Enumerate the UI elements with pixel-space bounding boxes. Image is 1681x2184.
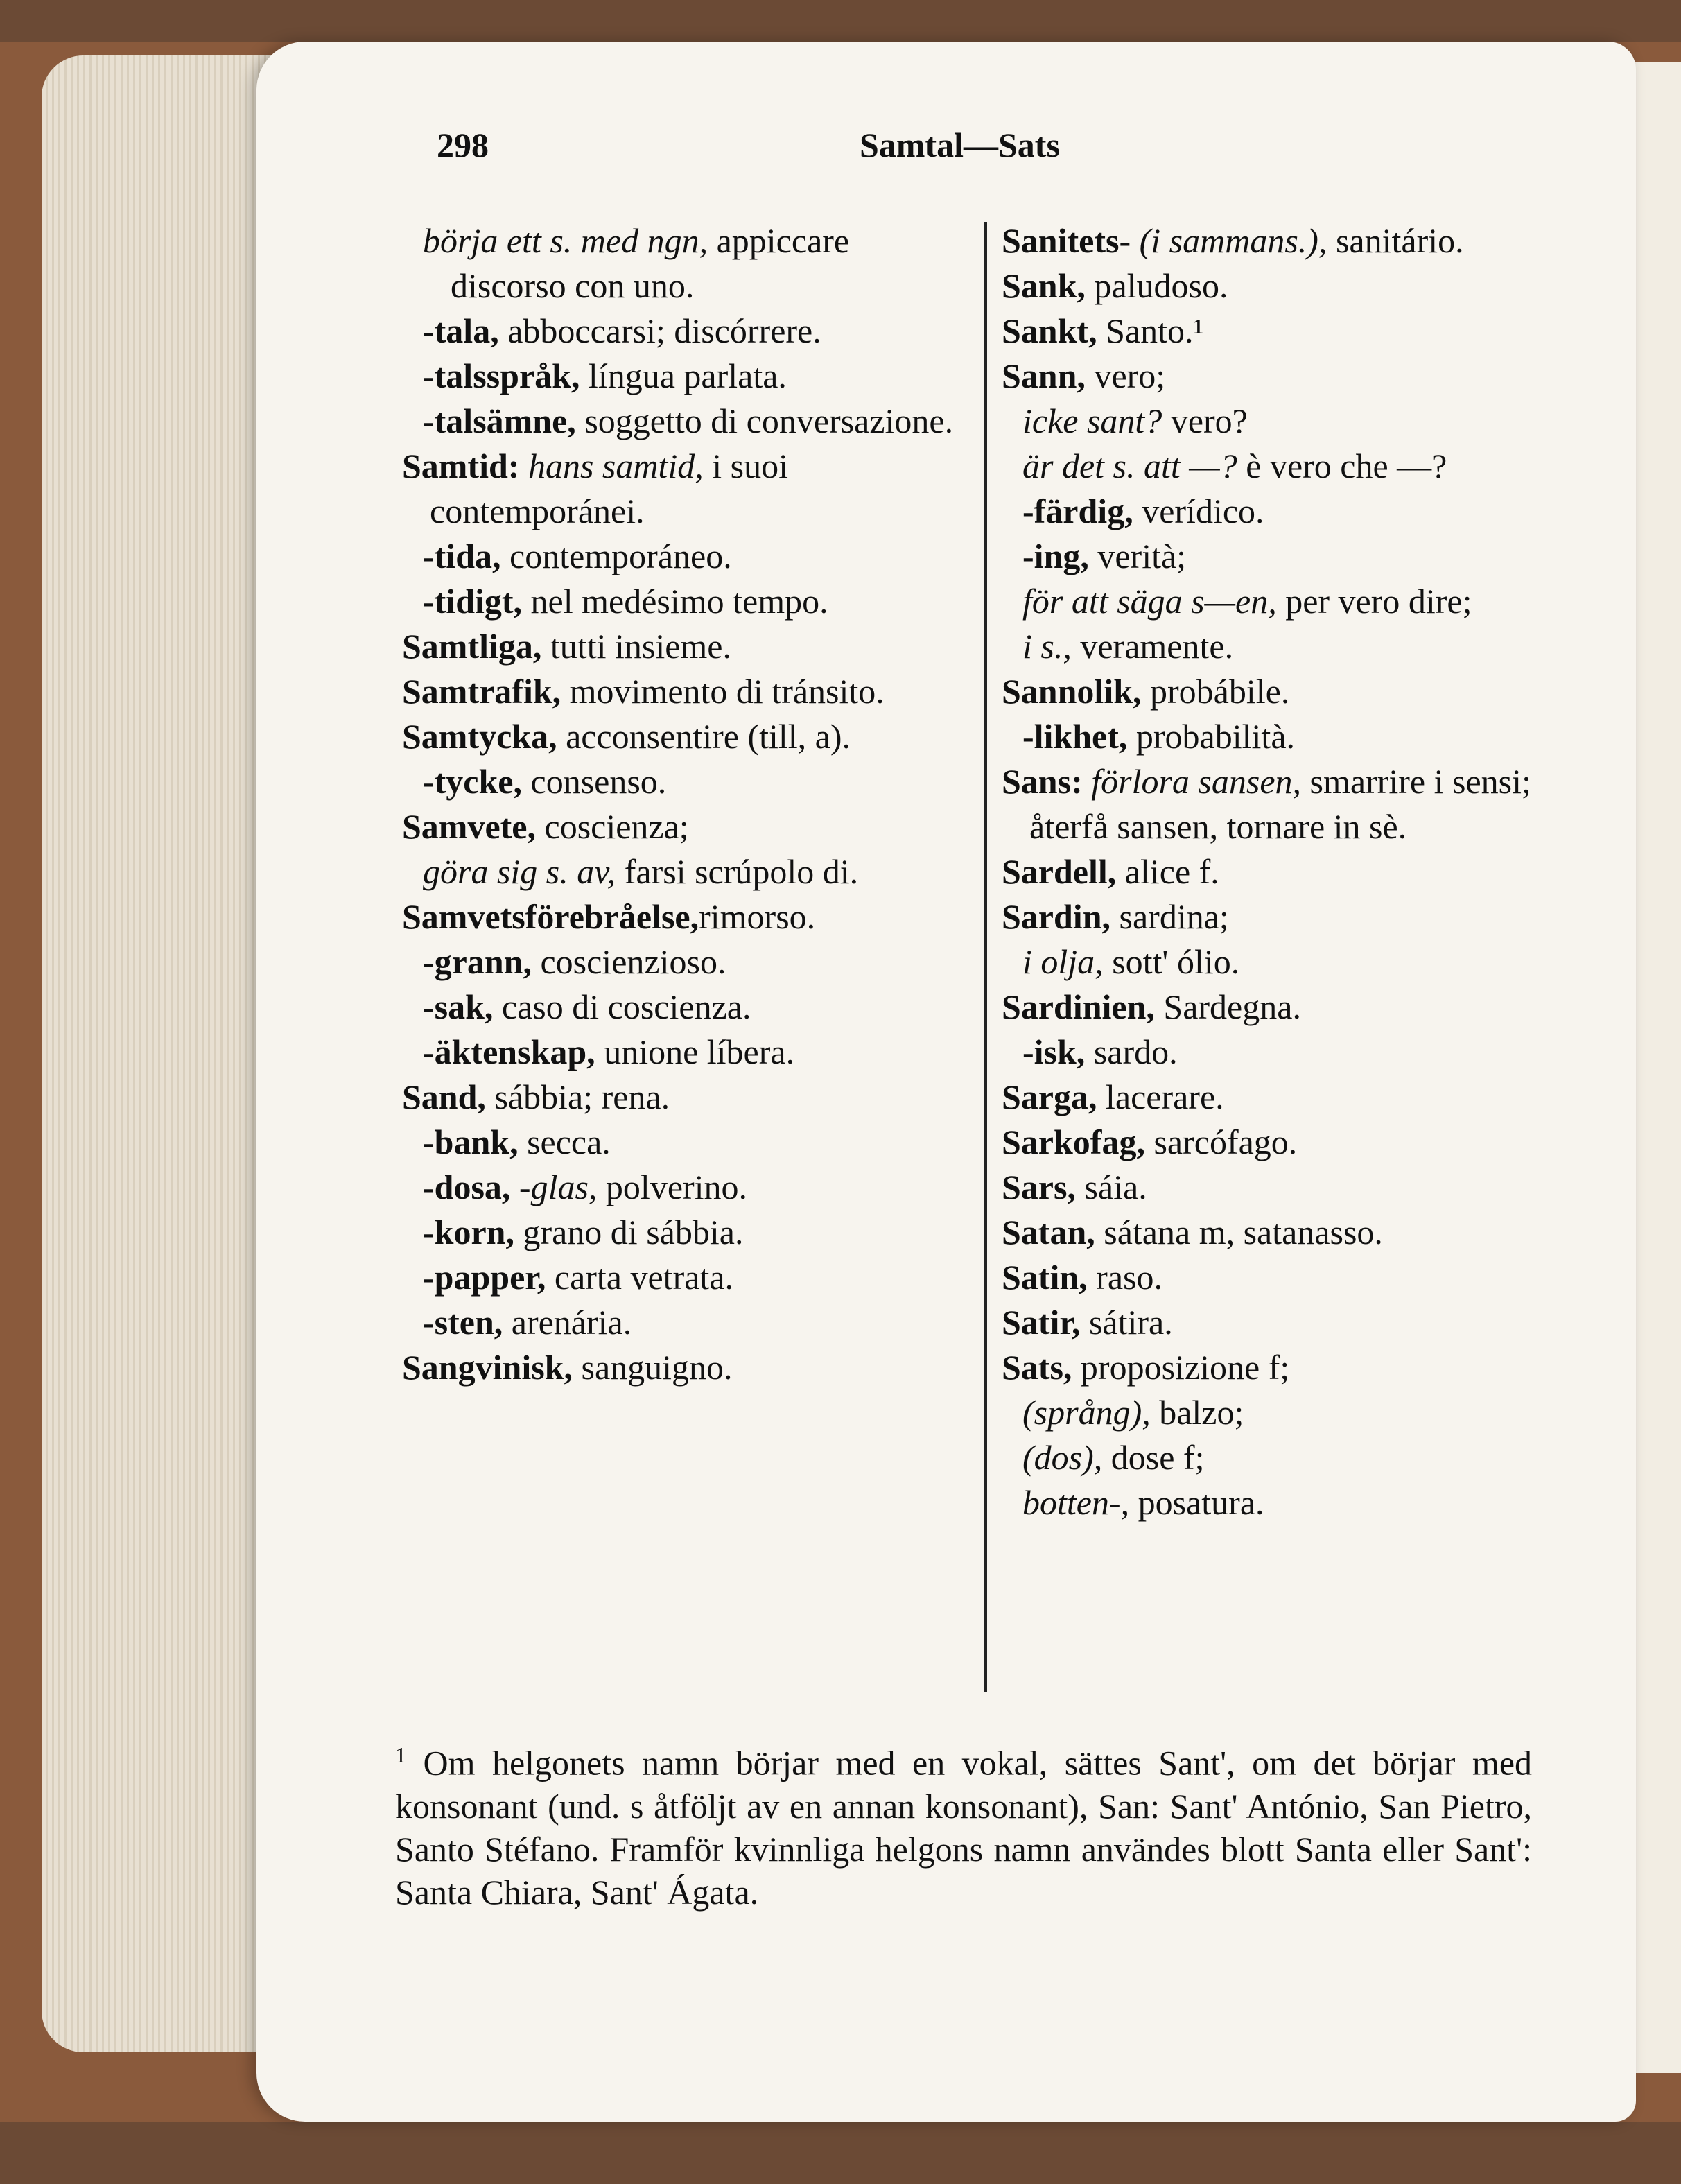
dictionary-entry <box>402 1255 970 1300</box>
entry-headword: Sardell, <box>1002 852 1117 891</box>
entry-headword: -tycke, <box>423 762 522 801</box>
entry-definition: lacerare. <box>1097 1077 1224 1116</box>
dictionary-entry <box>402 669 970 714</box>
entry-headword: -dosa, <box>423 1168 511 1206</box>
entry-headword: Sardinien, <box>1002 987 1155 1026</box>
entry-definition: appiccare discorso con uno. <box>451 221 850 305</box>
entry-headword: Sardin, <box>1002 897 1111 936</box>
entry-italic-phrase: börja ett s. med ngn, <box>423 221 708 260</box>
dictionary-entry <box>1002 1300 1556 1345</box>
dictionary-entry <box>1002 1120 1556 1165</box>
entry-definition: i suoi contemporánei. <box>430 447 789 530</box>
entry-headword: -grann, <box>423 942 532 981</box>
dictionary-entry <box>1002 985 1556 1030</box>
page-title: Samtal—Sats <box>860 125 1060 164</box>
entry-headword: -tida, <box>423 537 501 575</box>
entry-headword: -sak, <box>423 987 494 1026</box>
entry-italic-phrase: (i sammans.), <box>1131 221 1327 260</box>
entry-definition: sanitário. <box>1327 221 1464 260</box>
entry-headword: -färdig, <box>1022 492 1133 530</box>
entry-headword: Satir, <box>1002 1303 1081 1342</box>
entry-definition: raso. <box>1087 1258 1162 1297</box>
dictionary-entry <box>1002 894 1556 939</box>
entry-italic-phrase: förlora sansen, <box>1082 762 1302 801</box>
entry-headword: Samvete, <box>402 807 536 846</box>
entry-definition: movimento di tránsito. <box>561 672 885 711</box>
column-divider <box>984 222 987 1692</box>
entry-italic-phrase: (språng), <box>1022 1393 1151 1432</box>
entry-headword: Sanitets- <box>1002 221 1131 260</box>
entry-definition: contemporáneo. <box>500 537 732 575</box>
dictionary-entry <box>402 354 970 399</box>
entry-definition: polverino. <box>597 1168 748 1206</box>
right-column <box>1002 218 1556 1525</box>
dictionary-entry <box>402 444 970 534</box>
dictionary-entry <box>402 309 970 354</box>
entry-definition: coscienza; <box>536 807 689 846</box>
dictionary-entry <box>1002 759 1556 849</box>
entry-headword: -papper, <box>423 1258 546 1297</box>
entry-headword: Sannolik, <box>1002 672 1142 711</box>
entry-definition: balzo; <box>1150 1393 1244 1432</box>
entry-definition: sardo. <box>1085 1032 1178 1071</box>
entry-definition: nel medésimo tempo. <box>522 582 828 621</box>
entry-definition: grano di sábbia. <box>514 1213 744 1251</box>
entry-definition: è vero che —? <box>1237 447 1447 485</box>
entry-headword: Samtliga, <box>402 627 542 666</box>
footnote-marker: 1 <box>395 1742 406 1767</box>
dictionary-entry <box>1002 354 1556 399</box>
entry-headword: -äktenskap, <box>423 1032 595 1071</box>
dictionary-entry <box>402 939 970 985</box>
dictionary-entry <box>1002 1210 1556 1255</box>
entry-definition: caso di coscienza. <box>493 987 751 1026</box>
entry-definition: vero; <box>1085 356 1166 395</box>
entry-italic-phrase: (dos), <box>1022 1438 1103 1477</box>
entry-headword: -talsämne, <box>423 401 576 440</box>
dictionary-entry <box>1002 1030 1556 1075</box>
footnote-text: Om helgonets namn börjar med en vokal, sättes Sant', om det börjar med konsonant (und. s åtföljt av en annan konsonant), San: Sant' António, San Pietro, Santo Stéfano. Framför kvinnliga helgons namn användes blott Santa eller Sant': Santa Chiara, Sant' Ágata. <box>395 1743 1533 1912</box>
entry-definition: abboccarsi; discórrere. <box>498 311 821 350</box>
dictionary-entry <box>402 759 970 804</box>
entry-definition: veramente. <box>1071 627 1234 666</box>
entry-headword: -ing, <box>1022 537 1089 575</box>
entry-definition: soggetto di conversazione. <box>575 401 954 440</box>
entry-definition: alice f. <box>1116 852 1219 891</box>
entry-definition: vero? <box>1162 401 1248 440</box>
entry-definition: verità; <box>1088 537 1187 575</box>
entry-definition: sardina; <box>1110 897 1229 936</box>
entry-definition: probabilità. <box>1127 717 1296 756</box>
entry-headword: Satan, <box>1002 1213 1095 1251</box>
entry-headword: Samtrafik, <box>402 672 561 711</box>
dictionary-entry <box>402 579 970 624</box>
entry-headword: -tala, <box>423 311 499 350</box>
entry-definition: rimorso. <box>699 897 816 936</box>
entry-headword: -likhet, <box>1022 717 1128 756</box>
entry-headword: Samvetsförebråelse, <box>402 897 699 936</box>
entry-italic-phrase: hans samtid, <box>519 447 704 485</box>
entry-headword: Sans: <box>1002 762 1083 801</box>
entry-definition: língua parlata. <box>580 356 787 395</box>
dictionary-entry <box>402 804 970 849</box>
entry-italic-phrase: botten-, <box>1022 1483 1130 1522</box>
entry-headword: Sankt, <box>1002 311 1097 350</box>
dictionary-entry <box>402 1345 970 1390</box>
dictionary-entry <box>1002 309 1556 354</box>
entry-definition: arenária. <box>503 1303 632 1342</box>
entry-headword: Satin, <box>1002 1258 1088 1297</box>
entry-definition: probábile. <box>1141 672 1290 711</box>
entry-headword: Samtycka, <box>402 717 557 756</box>
entry-definition: sátira. <box>1080 1303 1173 1342</box>
entry-italic-phrase: göra sig s. av, <box>423 852 616 891</box>
entry-italic-phrase: icke sant? <box>1022 401 1162 440</box>
entry-headword: -isk, <box>1022 1032 1086 1071</box>
dictionary-entry <box>1002 624 1556 669</box>
entry-italic-phrase: i olja, <box>1022 942 1104 981</box>
dictionary-entry <box>402 714 970 759</box>
dictionary-entry <box>1002 579 1556 624</box>
entry-italic-phrase: är det s. att —? <box>1022 447 1237 485</box>
dictionary-entry <box>1002 1075 1556 1120</box>
dictionary-entry <box>402 218 970 309</box>
entry-definition: secca. <box>518 1123 611 1161</box>
dictionary-entry <box>1002 444 1556 489</box>
entry-headword: Sarga, <box>1002 1077 1097 1116</box>
entry-headword: Sangvinisk, <box>402 1348 573 1387</box>
entry-headword: -talsspråk, <box>423 356 580 395</box>
entry-definition: sáia. <box>1075 1168 1147 1206</box>
entry-definition: sábbia; rena. <box>485 1077 670 1116</box>
entry-headword: Samtid: <box>402 447 520 485</box>
dictionary-entry <box>1002 849 1556 894</box>
dictionary-entry <box>402 894 970 939</box>
entry-definition: farsi scrúpolo di. <box>616 852 859 891</box>
entry-definition: posatura. <box>1129 1483 1264 1522</box>
dictionary-entry <box>1002 263 1556 309</box>
entry-italic-phrase: för att säga s—en, <box>1022 582 1277 621</box>
entry-definition: proposizione f; <box>1072 1348 1290 1387</box>
entry-definition: consenso. <box>522 762 667 801</box>
entry-headword: Sann, <box>1002 356 1086 395</box>
entry-headword: -bank, <box>423 1123 519 1161</box>
entry-definition: unione líbera. <box>595 1032 795 1071</box>
entry-headword: -korn, <box>423 1213 514 1251</box>
entry-headword: Sars, <box>1002 1168 1076 1206</box>
entry-definition: sátana m, satanasso. <box>1095 1213 1383 1251</box>
entry-definition: smarrire i sensi; återfå sansen, tornare in sè. <box>1029 762 1531 846</box>
entry-headword: -sten, <box>423 1303 503 1342</box>
dictionary-entry <box>1002 1255 1556 1300</box>
dictionary-entry <box>1002 714 1556 759</box>
dictionary-entry <box>1002 1480 1556 1525</box>
dictionary-entry <box>402 1300 970 1345</box>
page-number: 298 <box>437 125 489 164</box>
entry-italic-phrase: i s., <box>1022 627 1072 666</box>
entry-definition: dose f; <box>1102 1438 1205 1477</box>
entry-definition: sott' ólio. <box>1103 942 1240 981</box>
dictionary-entry <box>1002 939 1556 985</box>
entry-definition: tutti insieme. <box>541 627 731 666</box>
entry-definition: coscienzioso. <box>531 942 726 981</box>
entry-definition: carta vetrata. <box>546 1258 734 1297</box>
footnote <box>395 1733 1532 1914</box>
dictionary-entry <box>402 1165 970 1210</box>
entry-headword: Sand, <box>402 1077 486 1116</box>
dictionary-entry <box>402 1075 970 1120</box>
dictionary-entry <box>1002 1345 1556 1390</box>
dictionary-entry <box>1002 218 1556 263</box>
entry-definition: per vero dire; <box>1276 582 1472 621</box>
entry-definition: paludoso. <box>1085 266 1228 305</box>
dictionary-entry <box>1002 1165 1556 1210</box>
dictionary-entry <box>402 985 970 1030</box>
dictionary-entry <box>402 534 970 579</box>
entry-headword: Sank, <box>1002 266 1086 305</box>
entry-definition: verídico. <box>1133 492 1264 530</box>
entry-definition: sanguigno. <box>572 1348 733 1387</box>
dictionary-entry <box>1002 1435 1556 1480</box>
dictionary-entry <box>402 399 970 444</box>
dictionary-entry <box>1002 399 1556 444</box>
entry-definition: Santo.¹ <box>1097 311 1204 350</box>
dictionary-entry <box>1002 669 1556 714</box>
dictionary-entry <box>402 1210 970 1255</box>
dictionary-entry <box>1002 489 1556 534</box>
entry-italic-phrase: -glas, <box>510 1168 598 1206</box>
entry-definition: sarcófago. <box>1144 1123 1298 1161</box>
entry-headword: -tidigt, <box>423 582 523 621</box>
dictionary-entry <box>1002 534 1556 579</box>
dictionary-entry <box>1002 1390 1556 1435</box>
dictionary-entry <box>402 1120 970 1165</box>
dictionary-entry <box>402 849 970 894</box>
entry-definition: Sardegna. <box>1154 987 1301 1026</box>
dictionary-entry <box>402 624 970 669</box>
dictionary-entry <box>402 1030 970 1075</box>
entry-headword: Sats, <box>1002 1348 1072 1387</box>
entry-headword: Sarkofag, <box>1002 1123 1145 1161</box>
entry-definition: acconsentire (till, a). <box>557 717 851 756</box>
left-column <box>402 218 970 1390</box>
